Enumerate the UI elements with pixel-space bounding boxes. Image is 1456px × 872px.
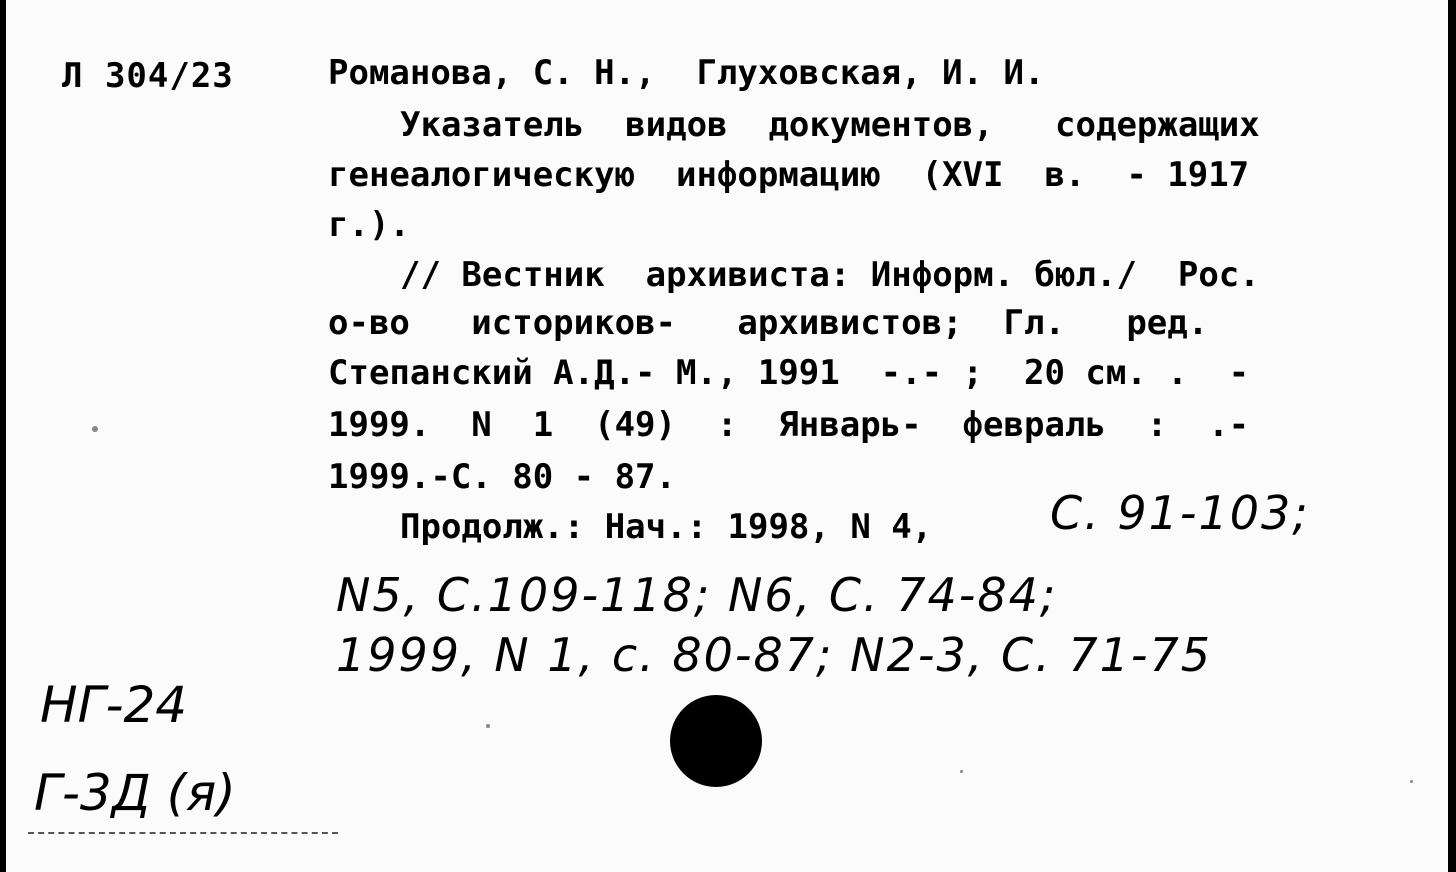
title-line-2: генеалогическую информацию (XVI в. - 1917 <box>328 155 1250 195</box>
handwritten-shelf-code-1: НГ-24 <box>40 676 188 734</box>
title-line-1: Указатель видов документов, содержащих <box>400 105 1260 145</box>
card-left-edge <box>0 0 6 872</box>
handwritten-continuation-1: С. 91-103; <box>1050 486 1310 540</box>
handwritten-shelf-code-2: Г-3Д (я) <box>34 764 236 822</box>
source-line-1: // Вестник архивиста: Информ. бюл./ Рос. <box>400 255 1260 295</box>
pages-line: 1999.-С. 80 - 87. <box>328 457 676 497</box>
call-number: Л 304/23 <box>62 56 234 96</box>
punch-hole <box>670 695 762 787</box>
card-right-edge <box>1448 0 1456 872</box>
source-line-2: о-во историков- архивистов; Гл. ред. <box>328 303 1209 343</box>
source-line-3: Степанский А.Д.- М., 1991 -.- ; 20 см. . - <box>328 353 1250 393</box>
handwritten-continuation-3: 1999, N 1, с. 80-87; N2-3, С. 71-75 <box>336 628 1212 682</box>
authors-line: Романова, С. Н., Глуховская, И. И. <box>328 53 1045 93</box>
ink-speck <box>486 724 490 728</box>
ink-speck <box>1410 780 1413 783</box>
ink-speck <box>960 770 963 773</box>
ink-speck <box>92 426 98 432</box>
title-line-3: г.). <box>328 205 410 245</box>
source-line-4: 1999. N 1 (49) : Январь- февраль : .- <box>328 405 1250 445</box>
continuation-line: Продолж.: Нач.: 1998, N 4, <box>400 507 933 547</box>
shelf-code-underline <box>28 832 338 834</box>
handwritten-continuation-2: N5, С.109-118; N6, С. 74-84; <box>336 568 1058 622</box>
